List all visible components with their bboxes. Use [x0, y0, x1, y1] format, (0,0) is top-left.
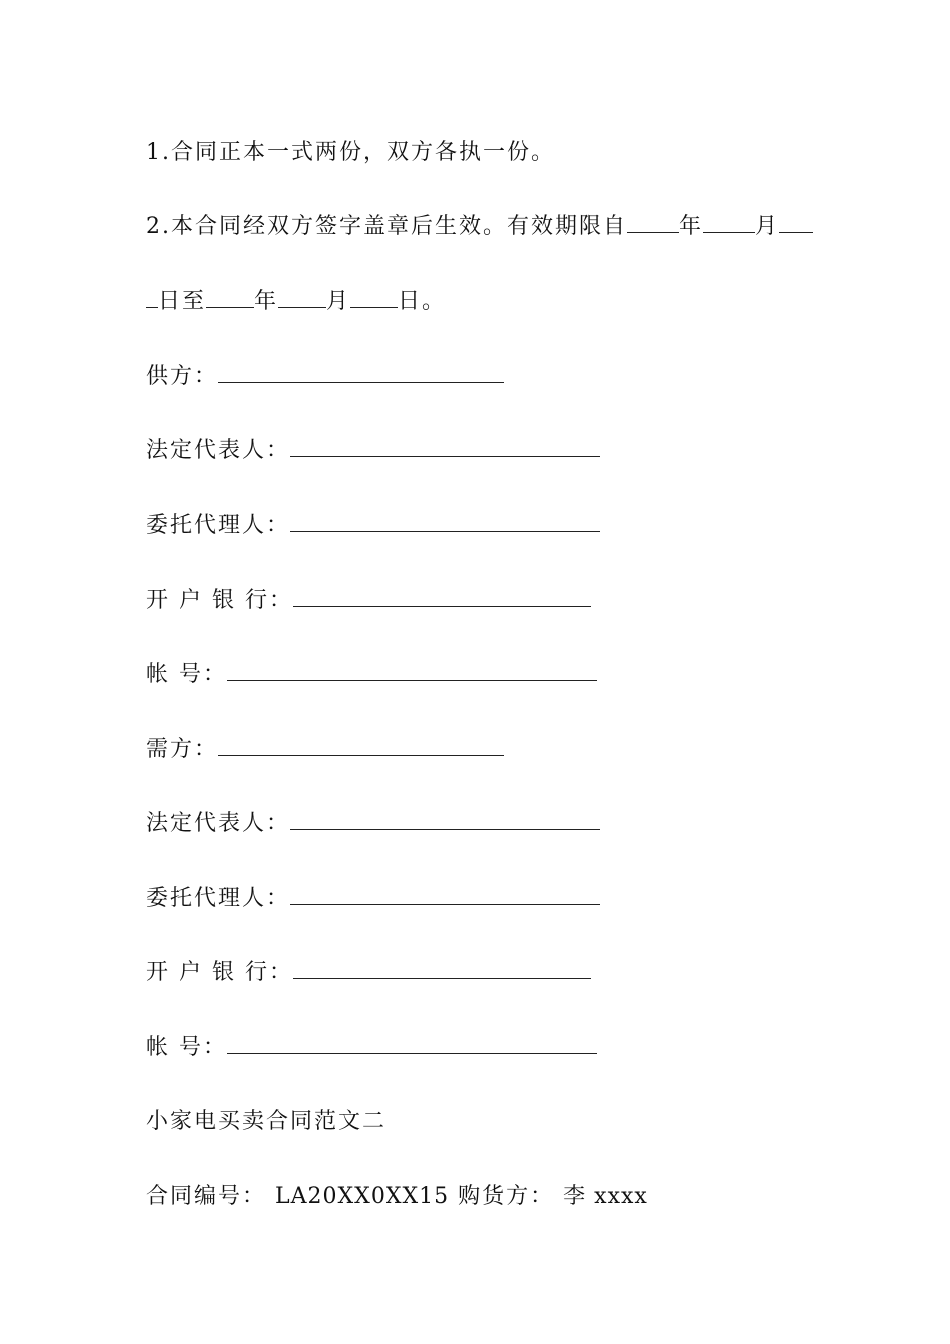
buyer-agent-blank[interactable] [290, 886, 600, 905]
supplier-account-blank[interactable] [227, 662, 597, 681]
year-blank [627, 214, 679, 233]
end-day-label: 日。 [398, 289, 447, 314]
clause-2-text: 2.本合同经双方签字盖章后生效。有效期限自 [146, 214, 627, 239]
purchaser-value: 李 xxxx [563, 1184, 648, 1209]
buyer-account-blank[interactable] [227, 1035, 597, 1054]
end-year-blank [206, 289, 254, 308]
buyer-agent-field [146, 885, 600, 913]
purchaser-label: 购货方： [458, 1184, 555, 1209]
supplier-legal-rep-blank[interactable] [290, 438, 600, 457]
buyer-account-field [146, 1034, 597, 1062]
buyer-agent-label: 委托代理人： [146, 886, 291, 911]
buyer-blank[interactable] [218, 737, 504, 756]
end-day-blank [350, 289, 398, 308]
day-blank [779, 214, 813, 233]
year-label: 年 [679, 214, 704, 239]
contract-no-value: LA20XX0XX15 [275, 1184, 450, 1209]
supplier-account-label: 帐 号： [146, 662, 227, 687]
supplier-legal-rep-field [146, 437, 600, 465]
supplier-agent-label: 委托代理人： [146, 513, 291, 538]
buyer-field [146, 736, 504, 764]
supplier-blank[interactable] [218, 364, 504, 383]
sample2-title: 小家电买卖合同范文二 [146, 1109, 387, 1134]
buyer-bank-label: 开 户 银 行： [146, 960, 293, 985]
supplier-bank-label: 开 户 银 行： [146, 588, 293, 613]
end-month-blank [278, 289, 326, 308]
clause-2 [146, 213, 813, 241]
supplier-bank-field [146, 587, 591, 615]
day-blank-cont [146, 289, 158, 308]
supplier-agent-field [146, 512, 600, 540]
clause-2-cont [146, 288, 446, 316]
buyer-bank-field [146, 959, 591, 987]
clause-1: 1.合同正本一式两份，双方各执一份。 [146, 140, 555, 165]
sample2-contract-line [146, 1183, 648, 1211]
buyer-legal-rep-field [146, 810, 600, 838]
end-year-label: 年 [254, 289, 279, 314]
buyer-account-label: 帐 号： [146, 1035, 227, 1060]
supplier-label: 供方： [146, 364, 219, 389]
buyer-legal-rep-blank[interactable] [290, 811, 600, 830]
buyer-label: 需方： [146, 737, 219, 762]
buyer-legal-rep-label: 法定代表人： [146, 811, 291, 836]
supplier-agent-blank[interactable] [290, 513, 600, 532]
supplier-legal-rep-label: 法定代表人： [146, 438, 291, 463]
buyer-bank-blank[interactable] [293, 960, 591, 979]
day-to-label: 日至 [158, 289, 207, 314]
supplier-field [146, 363, 504, 391]
end-month-label: 月 [326, 289, 351, 314]
contract-no-label: 合同编号： [146, 1184, 267, 1209]
supplier-bank-blank[interactable] [293, 588, 591, 607]
month-blank [703, 214, 755, 233]
month-label: 月 [755, 214, 780, 239]
supplier-account-field [146, 661, 597, 689]
